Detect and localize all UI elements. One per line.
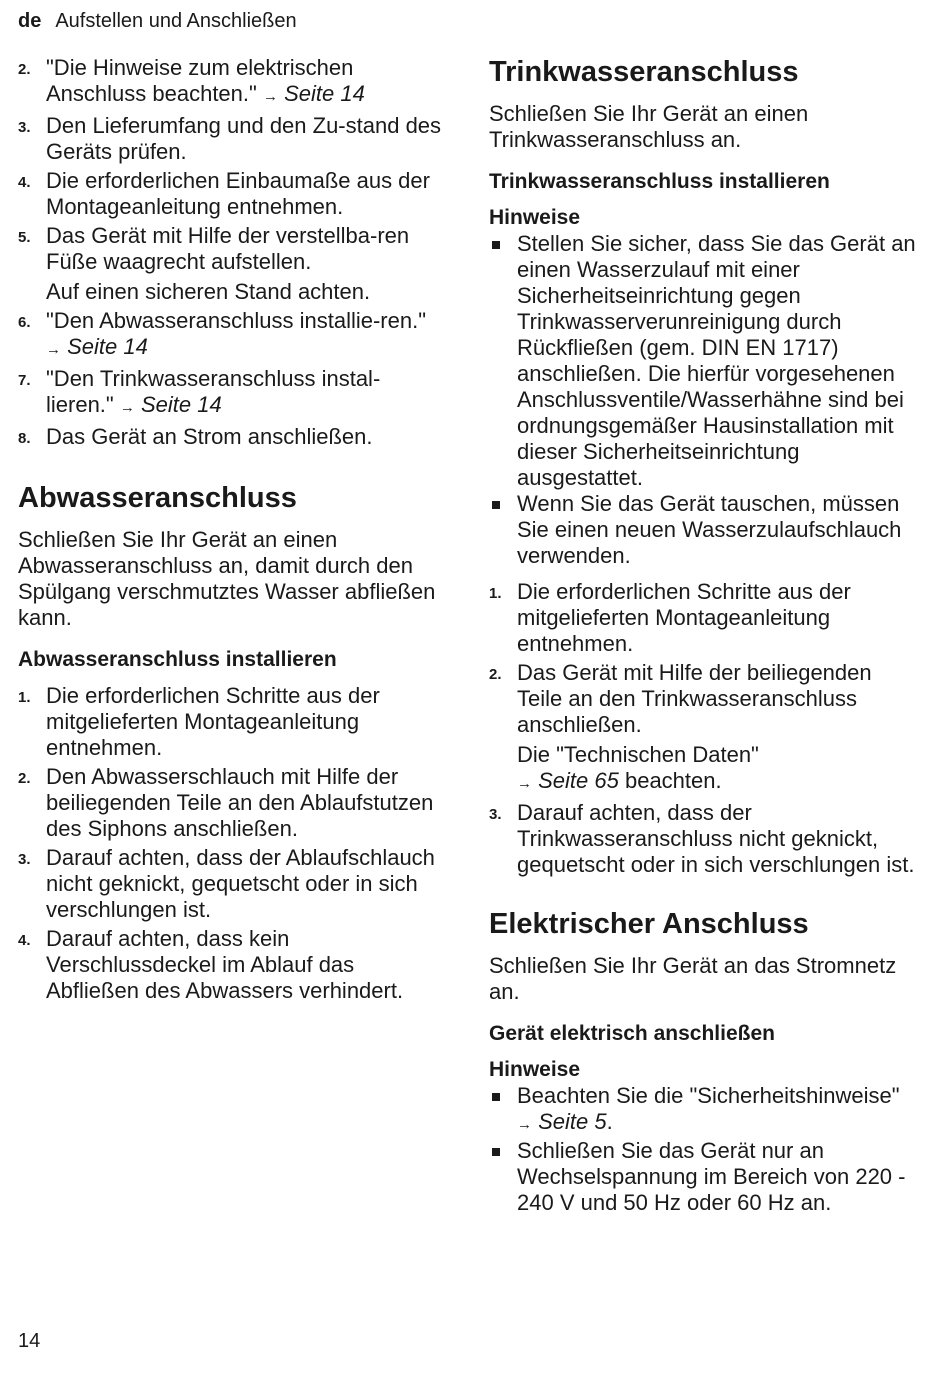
page-reference-link[interactable]: Seite 14 [284,81,365,106]
square-bullet-icon [489,1138,517,1216]
step-5-note: Auf einen sicheren Stand achten. [46,279,371,304]
elektrisch-intro: Schließen Sie Ihr Gerät an das Stromnetz an. [489,953,897,1004]
note-item: Schließen Sie das Gerät nur an Wechselspannung im Bereich von 220 - 240 V und 50 Hz oder 60 Hz an. [489,1138,919,1216]
language-code: de [18,10,42,32]
arrow-right-icon: → [517,1116,532,1133]
step-5: 5. Das Gerät mit Hilfe der verstellba-ren Füße waagrecht aufstellen. [18,223,410,274]
setup-steps [18,55,446,452]
subheading-trinkwasser-install: Trinkwasseranschluss installieren [489,170,830,193]
note-item: Beachten Sie die "Sicherheitshinweise" → Seite 5. [489,1083,919,1138]
note-item: Wenn Sie das Gerät tauschen, müssen Sie einen neuen Wasserzulaufschlauch verwenden. [489,491,919,569]
arrow-right-icon: → [517,775,532,792]
page-number: 14 [18,1330,41,1352]
step-2: 2. "Die Hinweise zum elektrischen Anschluss beachten." → Seite 14 [18,55,365,106]
abwasser-step-4: 4. Darauf achten, dass kein Verschlussdeckel im Ablauf das Abfließen des Abwassers verhindert. [18,926,404,1003]
trinkwasser-step-2: 2. Das Gerät mit Hilfe der beiliegenden Teile an den Trinkwasseranschluss anschließen. [489,660,872,737]
section-heading-elektrisch: Elektrischer Anschluss [489,908,809,940]
page-reference-link[interactable]: Seite 65 [538,768,619,793]
section-heading-abwasser: Abwasseranschluss [18,482,297,514]
abwasser-steps [18,683,446,1004]
notes-label: Hinweise [489,1058,581,1081]
step-8: 8. Das Gerät an Strom anschließen. [18,424,373,449]
step-6: 6. "Den Abwasseranschluss installie-ren." → Seite 14 [18,308,427,359]
trinkwasser-step-1: 1. Die erforderlichen Schritte aus der mitgelieferten Montageanleitung entnehmen. [489,579,851,656]
notes-label: Hinweise [489,206,581,229]
subheading-elektrisch: Gerät elektrisch anschließen [489,1022,775,1045]
trinkwasser-steps [489,579,919,878]
square-bullet-icon [489,491,517,569]
abwasser-step-3: 3. Darauf achten, dass der Ablaufschlauch nicht geknickt, gequetscht oder in sich verschlungen ist. [18,845,435,922]
arrow-right-icon: → [262,88,278,105]
trinkwasser-step-3: 3. Darauf achten, dass der Trinkwasseranschluss nicht geknickt, gequetscht oder in sich verschlungen ist. [489,800,915,877]
abwasser-step-2: 2. Den Abwasserschlauch mit Hilfe der beiliegenden Teile an den Ablaufstutzen des Siphons anschließen. [18,764,434,841]
arrow-right-icon: → [46,341,61,358]
arrow-right-icon: → [119,399,135,416]
page-reference-link[interactable]: Seite 14 [67,334,148,359]
subheading-abwasser-install: Abwasseranschluss installieren [18,648,337,671]
square-bullet-icon [489,231,517,491]
trinkwasser-intro: Schließen Sie Ihr Gerät an einen Trinkwasseranschluss an. [489,101,809,152]
trinkwasser-step-2-note: Die "Technischen Daten" → Seite 65 beachten. [517,742,759,793]
chapter-title: Aufstellen und Anschließen [55,10,297,32]
page-reference-link[interactable]: Seite 5 [538,1109,607,1134]
step-4: 4. Die erforderlichen Einbaumaße aus der Montageanleitung entnehmen. [18,168,430,219]
abwasser-intro: Schließen Sie Ihr Gerät an einen Abwasseranschluss an, damit durch den Spülgang verschmutztes Wasser abfließen kann. [18,527,436,630]
running-header [18,8,297,34]
page-reference-link[interactable]: Seite 14 [140,392,222,417]
abwasser-step-1: 1. Die erforderlichen Schritte aus der mitgelieferten Montageanleitung entnehmen. [18,683,380,760]
note-item: Stellen Sie sicher, dass Sie das Gerät an einen Wasserzulauf mit einer Sicherheitseinrichtung gegen Trinkwasserverunreinigung durch Rückfließen (gem. DIN EN 1717) anschließen. Die hierfür vorgesehenen Anschlussventile/Wasserhähne sind bei ordnungsgemäßer Hausinstallation mit dieser Sicherheitseinrichtung ausgestattet. [489,231,919,491]
step-7: 7. "Den Trinkwasseranschluss instal-lieren." → Seite 14 [18,366,381,417]
section-heading-trinkwasser: Trinkwasseranschluss [489,56,799,88]
left-column [18,55,446,1007]
square-bullet-icon [489,1083,517,1138]
right-column [489,55,919,1216]
step-3: 3. Den Lieferumfang und den Zu-stand des Geräts prüfen. [18,113,442,164]
